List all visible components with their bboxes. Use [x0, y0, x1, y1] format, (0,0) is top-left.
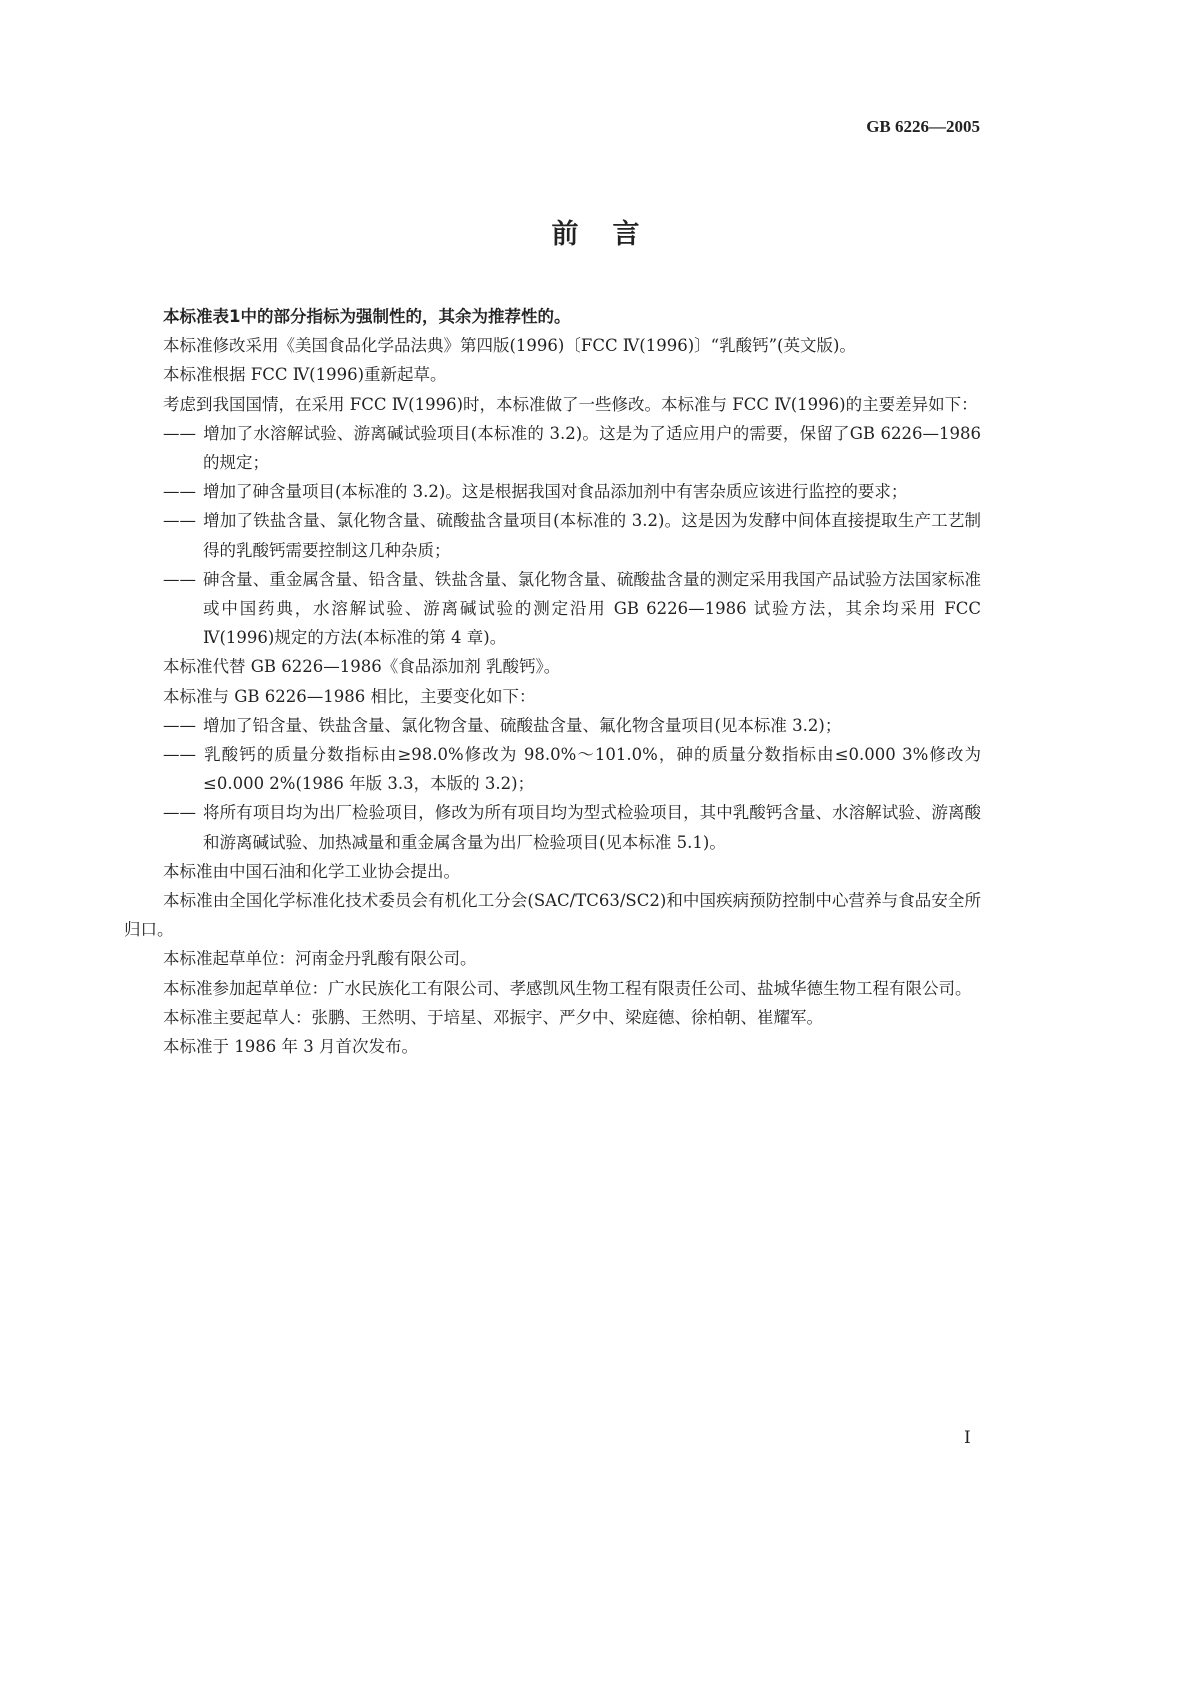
dash-marker: ——: [163, 715, 196, 735]
dash-list-item: [163, 565, 981, 653]
list-item-text: 增加了水溶解试验、游离碱试验项目(本标准的 3.2)。这是为了适应用户的需要，保留了GB 6226—1986的规定；: [203, 423, 981, 473]
paragraph: 本标准主要起草人：张鹏、王然明、于培星、邓振宇、严夕中、梁庭德、徐柏朝、崔耀军。: [163, 1007, 823, 1027]
dash-marker: ——: [163, 423, 196, 443]
paragraph: 本标准代替 GB 6226—1986《食品添加剂 乳酸钙》。: [163, 657, 561, 677]
dash-list-item: [163, 711, 981, 740]
list-item-text: 增加了铅含量、铁盐含量、氯化物含量、硫酸盐含量、氟化物含量项目(见本标准 3.2)；: [203, 715, 842, 735]
dash-list-item: [163, 740, 981, 798]
list-item-text: 增加了铁盐含量、氯化物含量、硫酸盐含量项目(本标准的 3.2)。这是因为发酵中间体直接提取生产工艺制得的乳酸钙需要控制这几种杂质；: [203, 511, 981, 560]
paragraph: 本标准于 1986 年 3 月首次发布。: [163, 1037, 418, 1057]
dash-list-item: [163, 506, 981, 564]
foreword-body: [124, 302, 981, 1061]
paragraph: 本标准表1中的部分指标为强制性的，其余为推荐性的。: [163, 307, 571, 326]
dash-marker: ——: [163, 511, 196, 531]
paragraph: 本标准起草单位：河南金丹乳酸有限公司。: [163, 949, 477, 969]
list-item-text: 乳酸钙的质量分数指标由≥98.0%修改为 98.0%～101.0%，砷的质量分数指标由≤0.000 3%修改为≤0.000 2%(1986 年版 3.3，本版的 3.2)；: [203, 745, 981, 794]
list-item-text: 将所有项目均为出厂检验项目，修改为所有项目均为型式检验项目，其中乳酸钙含量、水溶解试验、游离酸和游离碱试验、加热减量和重金属含量为出厂检验项目(见本标准 5.1)。: [203, 803, 981, 852]
dash-list-item: [163, 419, 981, 477]
page-title: 前言: [551, 219, 674, 250]
dash-marker: ——: [163, 803, 196, 823]
paragraph: 本标准根据 FCC Ⅳ(1996)重新起草。: [163, 365, 447, 385]
dash-marker: ——: [163, 745, 196, 765]
dash-marker: ——: [163, 569, 196, 589]
standard-number-header: GB 6226—2005: [866, 117, 980, 136]
paragraph: 考虑到我国国情，在采用 FCC Ⅳ(1996)时，本标准做了一些修改。本标准与 FCC Ⅳ(1996)的主要差异如下：: [163, 394, 978, 414]
paragraph: 本标准由中国石油和化学工业协会提出。: [163, 861, 460, 881]
list-item-text: 增加了砷含量项目(本标准的 3.2)。这是根据我国对食品添加剂中有害杂质应该进行监控的要求；: [203, 482, 908, 502]
list-item-text: 砷含量、重金属含量、铅含量、铁盐含量、氯化物含量、硫酸盐含量的测定采用我国产品试验方法国家标准或中国药典，水溶解试验、游离碱试验的测定沿用 GB 6226—1986 试验方法，其余均采用 FCC Ⅳ(1996)规定的方法(本标准的第 4 章)。: [203, 569, 981, 648]
paragraph: 本标准由全国化学标准化技术委员会有机化工分会(SAC/TC63/SC2)和中国疾病预防控制中心营养与食品安全所归口。: [124, 891, 981, 940]
paragraph: 本标准参加起草单位：广水民族化工有限公司、孝感凯风生物工程有限责任公司、盐城华德生物工程有限公司。: [163, 978, 972, 998]
dash-list-item: [163, 798, 981, 856]
paragraph: 本标准与 GB 6226—1986 相比，主要变化如下：: [163, 686, 536, 706]
paragraph: 本标准修改采用《美国食品化学品法典》第四版(1996)〔FCC Ⅳ(1996)〕“乳酸钙”(英文版)。: [163, 336, 856, 356]
dash-list-item: [163, 477, 981, 506]
page-number: I: [964, 1428, 971, 1448]
dash-marker: ——: [163, 482, 196, 502]
